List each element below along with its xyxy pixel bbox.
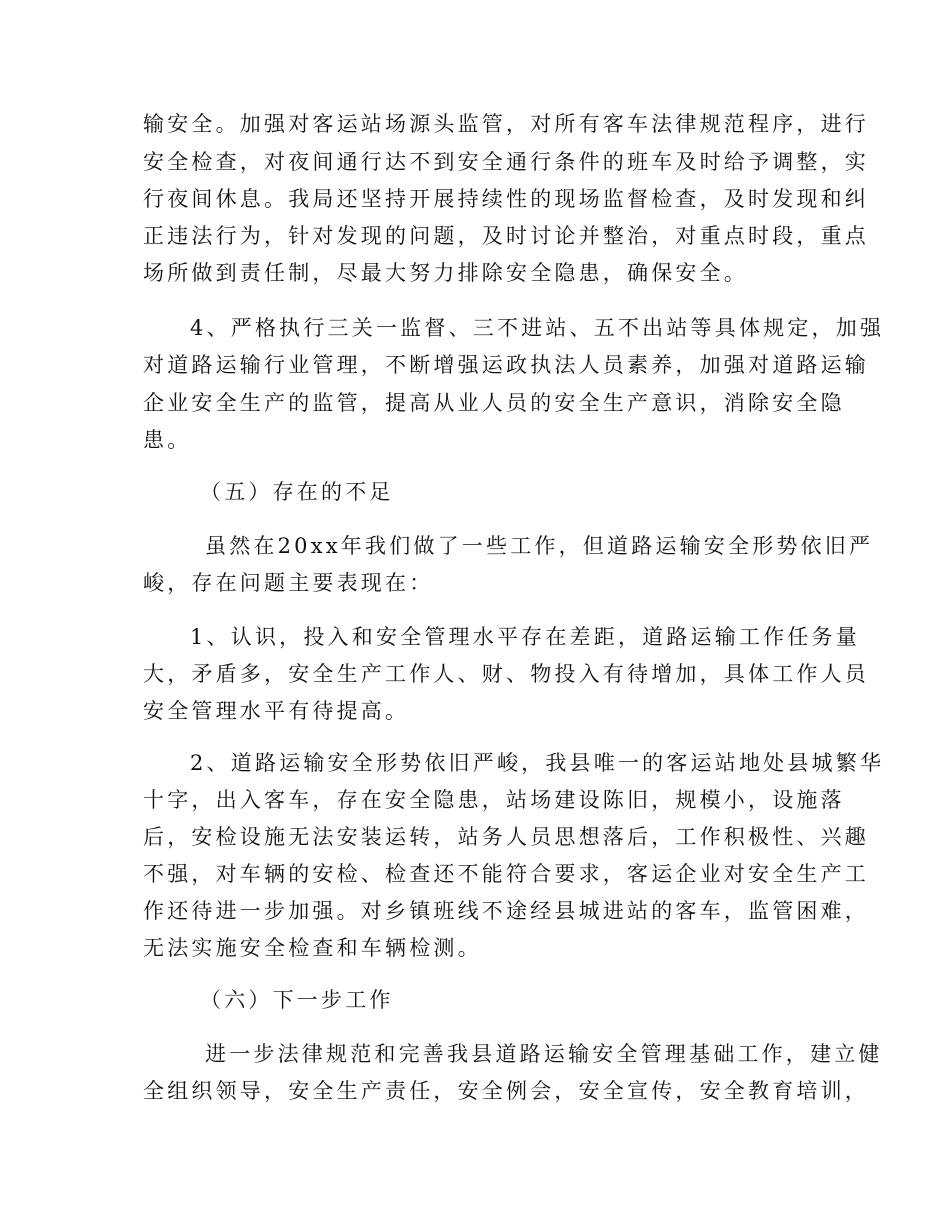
paragraph-line: 作还待进一步加强。对乡镇班线不途经县城进站的客车，监管困难，	[143, 899, 869, 923]
paragraph-line: 正违法行为，针对发现的问题，及时讨论并整治，对重点时段，重点	[143, 224, 869, 248]
paragraph-line: 十字，出入客车，存在安全隐患，站场建设陈旧，规模小，设施落	[143, 788, 845, 812]
paragraph-line: 峻，存在问题主要表现在：	[143, 571, 434, 595]
paragraph-line: 患。	[143, 428, 192, 452]
paragraph-line: 2、道路运输安全形势依旧严峻，我县唯一的客运站地处县城繁华	[190, 751, 885, 775]
paragraph-line: 4、严格执行三关一监督、三不进站、五不出站等具体规定，加强	[190, 316, 885, 340]
paragraph-line: 全组织领导，安全生产责任，安全例会，安全宣传，安全教育培训，	[143, 1079, 869, 1103]
paragraph-line: 输安全。加强对客运站场源头监管，对所有客车法律规范程序，进行	[143, 112, 869, 136]
paragraph-line: 企业安全生产的监管，提高从业人员的安全生产意识，消除安全隐	[143, 391, 845, 415]
paragraph-line: 场所做到责任制，尽最大努力排除安全隐患，确保安全。	[143, 261, 748, 285]
paragraph-line: 无法实施安全检查和车辆检测。	[143, 936, 482, 960]
paragraph-line: 安全检查，对夜间通行达不到安全通行条件的班车及时给予调整，实	[143, 150, 869, 174]
paragraph-line: 安全管理水平有待提高。	[143, 699, 410, 723]
paragraph-line: 虽然在20xx年我们做了一些工作，但道路运输安全形势依旧严	[205, 534, 874, 558]
section-heading: （六）下一步工作	[200, 988, 394, 1012]
paragraph-line: 1、认识，投入和安全管理水平存在差距，道路运输工作任务量	[190, 625, 860, 649]
paragraph-line: 大，矛盾多，安全生产工作人、财、物投入有待增加，具体工作人员	[143, 662, 869, 686]
paragraph-line: 对道路运输行业管理，不断增强运政执法人员素养，加强对道路运输	[143, 353, 869, 377]
paragraph-line: 行夜间休息。我局还坚持开展持续性的现场监督检查，及时发现和纠	[143, 187, 869, 211]
paragraph-line: 后，安检设施无法安装运转，站务人员思想落后，工作积极性、兴趣	[143, 825, 869, 849]
paragraph-line: 不强，对车辆的安检、检查还不能符合要求，客运企业对安全生产工	[143, 862, 869, 886]
section-heading: （五）存在的不足	[200, 480, 394, 504]
paragraph-line: 进一步法律规范和完善我县道路运输安全管理基础工作，建立健	[205, 1042, 883, 1066]
